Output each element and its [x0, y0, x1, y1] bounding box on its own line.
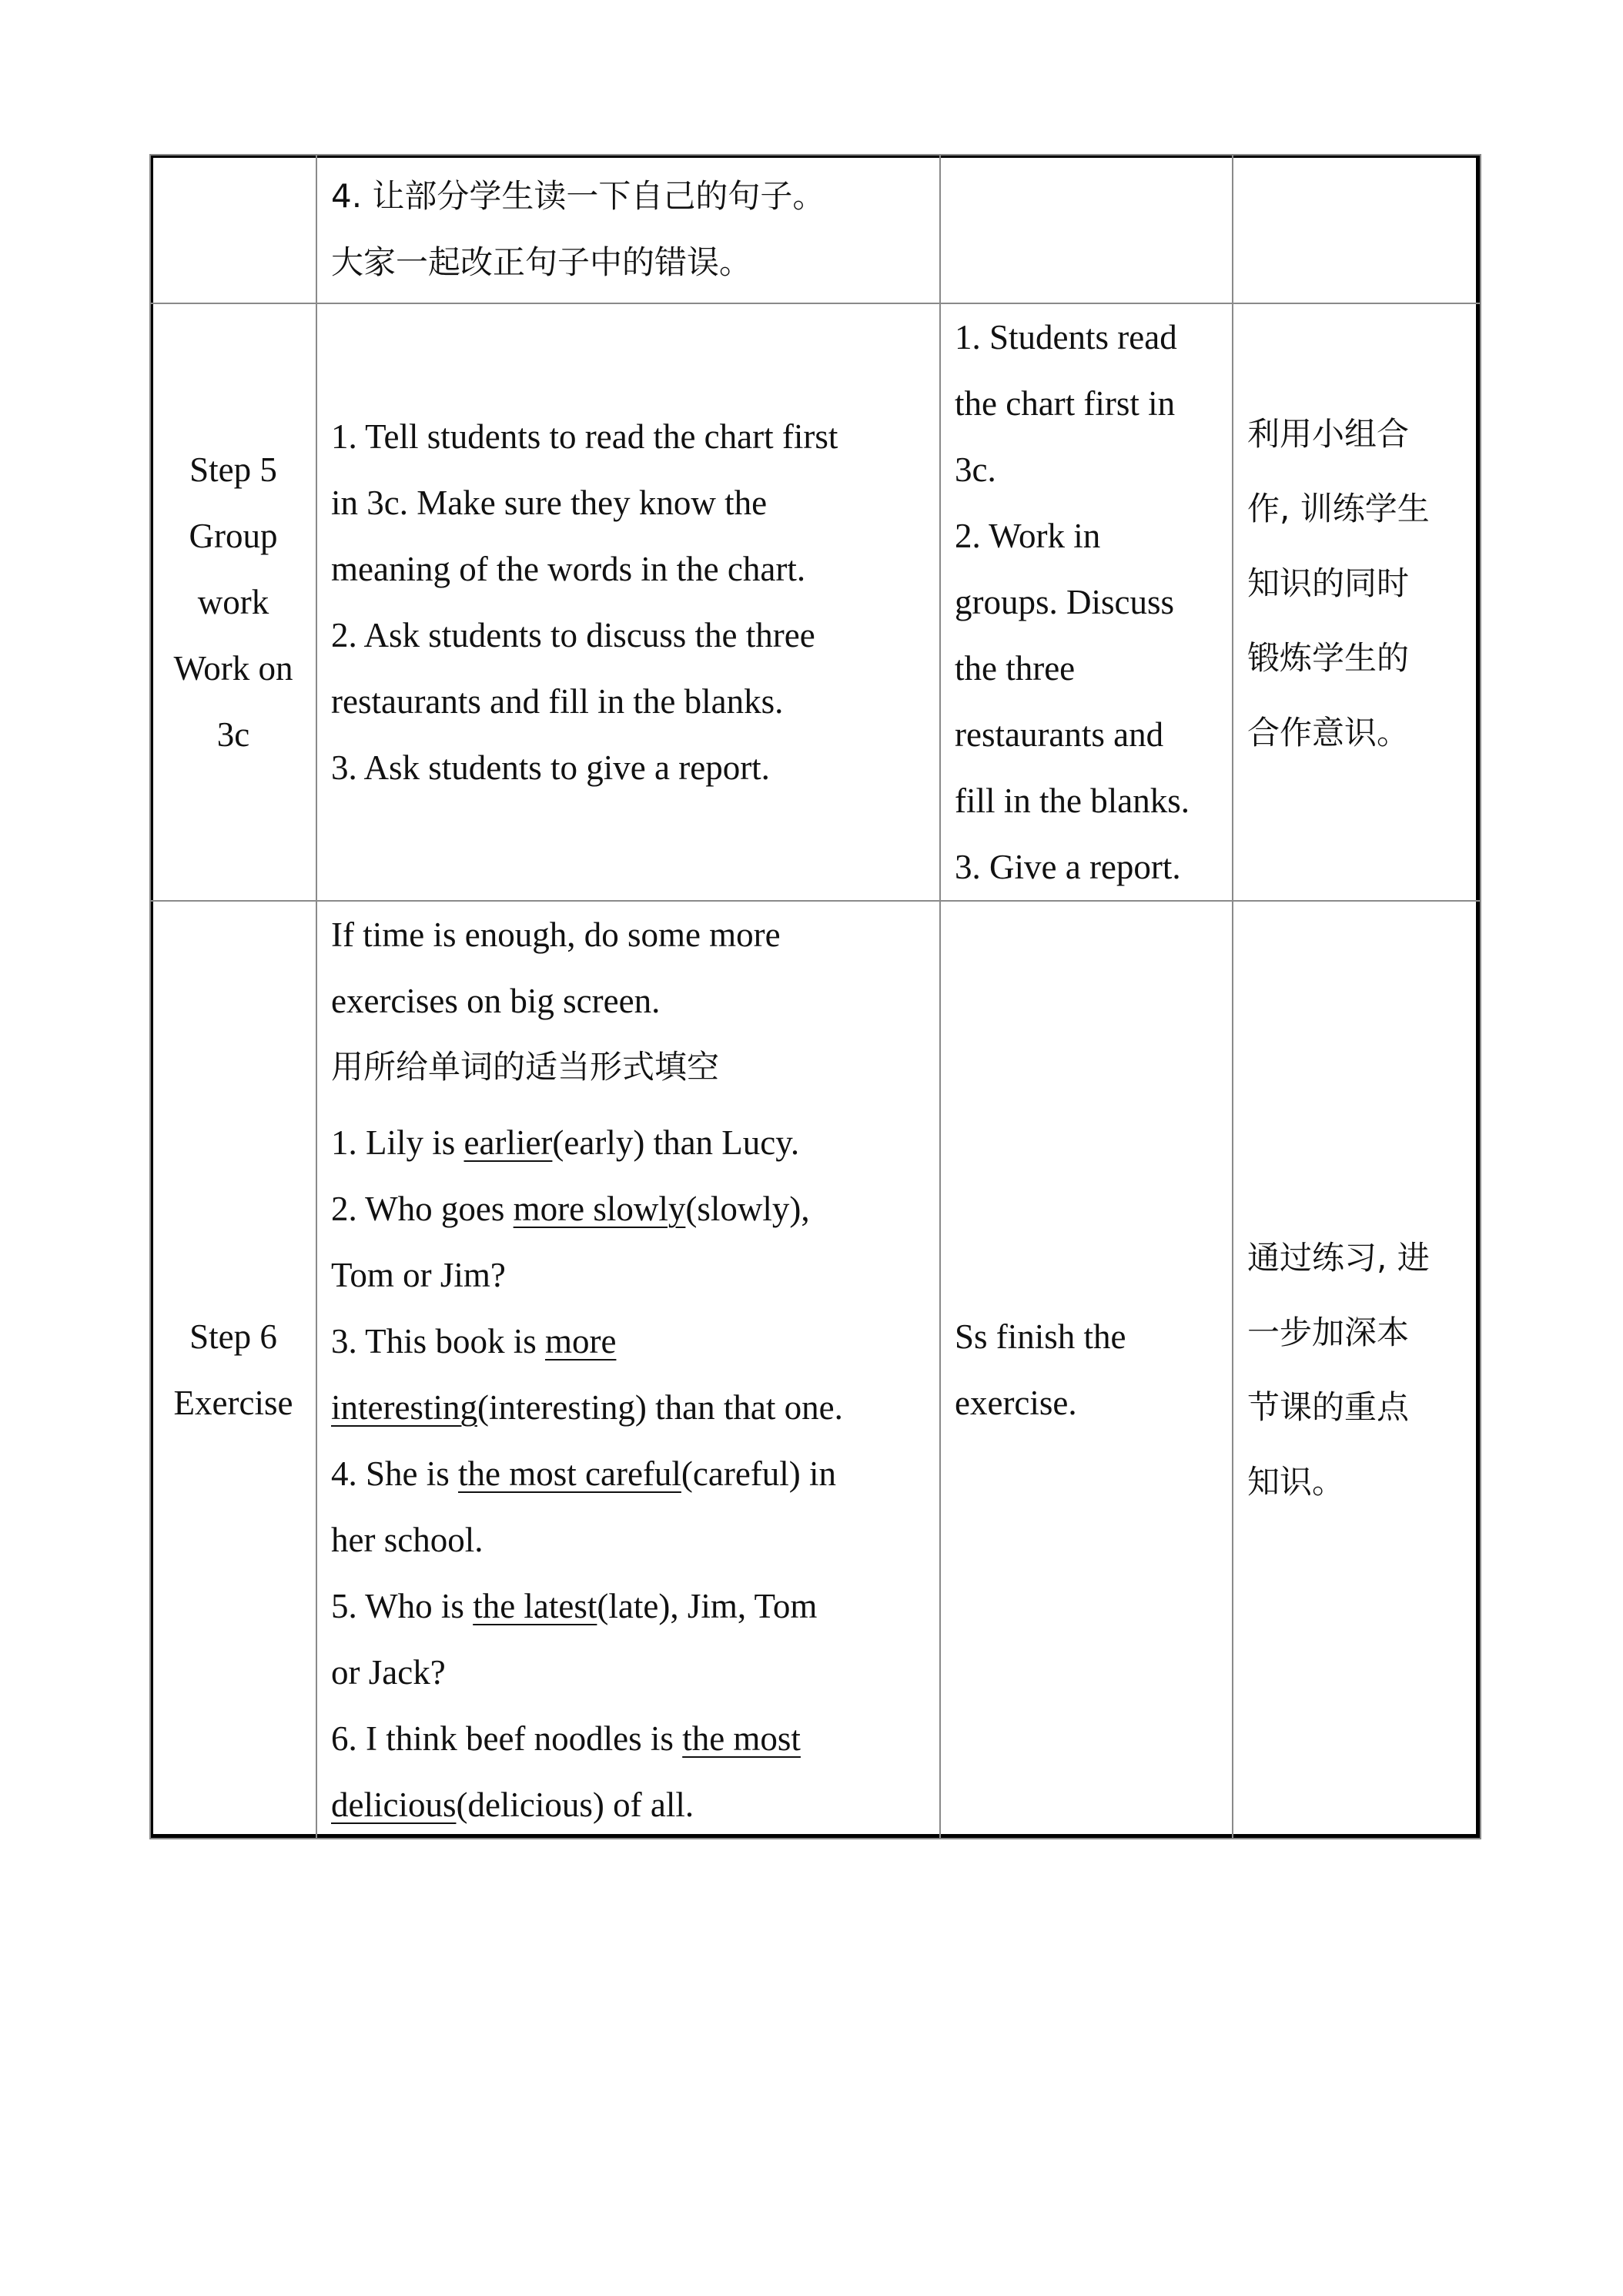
text-line: 1. Students read	[955, 318, 1177, 356]
text-line: 2. Work in	[955, 517, 1101, 555]
text-line: Ss finish the	[955, 1317, 1126, 1356]
answer: more slowly	[513, 1190, 686, 1228]
purpose-cell	[1233, 901, 1481, 1839]
text-line: groups. Discuss	[955, 583, 1175, 621]
text-line: 锻炼学生的	[1247, 639, 1410, 677]
answer: interesting	[331, 1388, 477, 1427]
text-line: 知识。	[1247, 1463, 1345, 1501]
text-line: 作, 训练学生	[1247, 490, 1430, 527]
exercise-line: 6. I think beef noodles is the most	[331, 1719, 801, 1758]
text-line: 4. 让部分学生读一下自己的句子。	[331, 176, 825, 215]
answer: the most	[682, 1719, 801, 1758]
student-activity-cell	[940, 303, 1233, 901]
table-row	[150, 901, 1481, 1839]
step-label: Exercise	[173, 1384, 293, 1422]
text-line: 通过练习, 进	[1247, 1239, 1430, 1277]
text-line: 2. Ask students to discuss the three	[331, 616, 815, 654]
exercise-line: or Jack?	[331, 1653, 446, 1692]
answer: earlier	[463, 1123, 553, 1162]
teacher-activity-cell	[316, 303, 940, 901]
teacher-activity-cell	[316, 155, 940, 303]
step-label: Work on	[173, 649, 293, 688]
answer: more	[544, 1322, 617, 1361]
exercise-line: 1. Lily is earlier(early) than Lucy.	[331, 1123, 800, 1162]
text-line: 知识的同时	[1247, 564, 1410, 602]
text-line: If time is enough, do some more	[331, 915, 781, 954]
text-line: exercises on big screen.	[331, 982, 661, 1020]
step-label: Step 5	[189, 450, 277, 489]
answer: the latest	[473, 1587, 597, 1625]
exercise-line: 2. Who goes more slowly(slowly),	[331, 1190, 810, 1228]
exercise-line: 5. Who is the latest(late), Jim, Tom	[331, 1587, 818, 1625]
step-label: Step 6	[189, 1317, 277, 1356]
exercise-line: 3. This book is more	[331, 1322, 617, 1361]
table-row	[150, 155, 1481, 303]
exercise-line: 4. She is the most careful(careful) in	[331, 1454, 837, 1493]
purpose-cell	[1233, 303, 1481, 901]
text-line: 3. Ask students to give a report.	[331, 748, 770, 787]
text-line: 一步加深本	[1247, 1314, 1410, 1351]
text-line: meaning of the words in the chart.	[331, 550, 806, 588]
exercise-line: interesting(interesting) than that one.	[331, 1388, 843, 1427]
text-line: 3. Give a report.	[955, 848, 1181, 886]
step-cell	[150, 303, 316, 901]
step-label: Group	[189, 517, 278, 555]
student-activity-cell	[940, 901, 1233, 1839]
text-line: exercise.	[955, 1384, 1077, 1422]
exercise-line: delicious(delicious) of all.	[331, 1786, 694, 1824]
exercise-line: Tom or Jim?	[331, 1256, 506, 1294]
step-cell	[150, 155, 316, 303]
text-line: the chart first in	[955, 384, 1176, 423]
text-line: 1. Tell students to read the chart first	[331, 417, 838, 456]
student-activity-cell	[940, 155, 1233, 303]
text-line: fill in the blanks.	[955, 782, 1190, 820]
table-row	[150, 303, 1481, 901]
answer: the most careful	[458, 1454, 681, 1493]
text-line: restaurants and	[955, 715, 1164, 754]
text-line: 大家一起改正句子中的错误。	[331, 243, 752, 281]
text-line: the three	[955, 649, 1076, 688]
step-label: 3c	[216, 715, 250, 754]
step-cell	[150, 901, 316, 1839]
step-label: work	[197, 583, 269, 621]
text-line: 3c.	[955, 450, 996, 489]
purpose-cell	[1233, 155, 1481, 303]
text-line: restaurants and fill in the blanks.	[331, 682, 784, 721]
text-line: 节课的重点	[1247, 1388, 1410, 1426]
text-line: 利用小组合	[1247, 415, 1410, 453]
answer: delicious	[331, 1786, 457, 1824]
exercise-line: her school.	[331, 1521, 484, 1559]
text-line: in 3c. Make sure they know the	[331, 484, 768, 522]
lesson-plan-table	[149, 154, 1481, 1839]
text-line: 合作意识。	[1247, 714, 1410, 751]
instruction-line: 用所给单词的适当形式填空	[331, 1048, 720, 1086]
teacher-activity-cell	[316, 901, 940, 1839]
